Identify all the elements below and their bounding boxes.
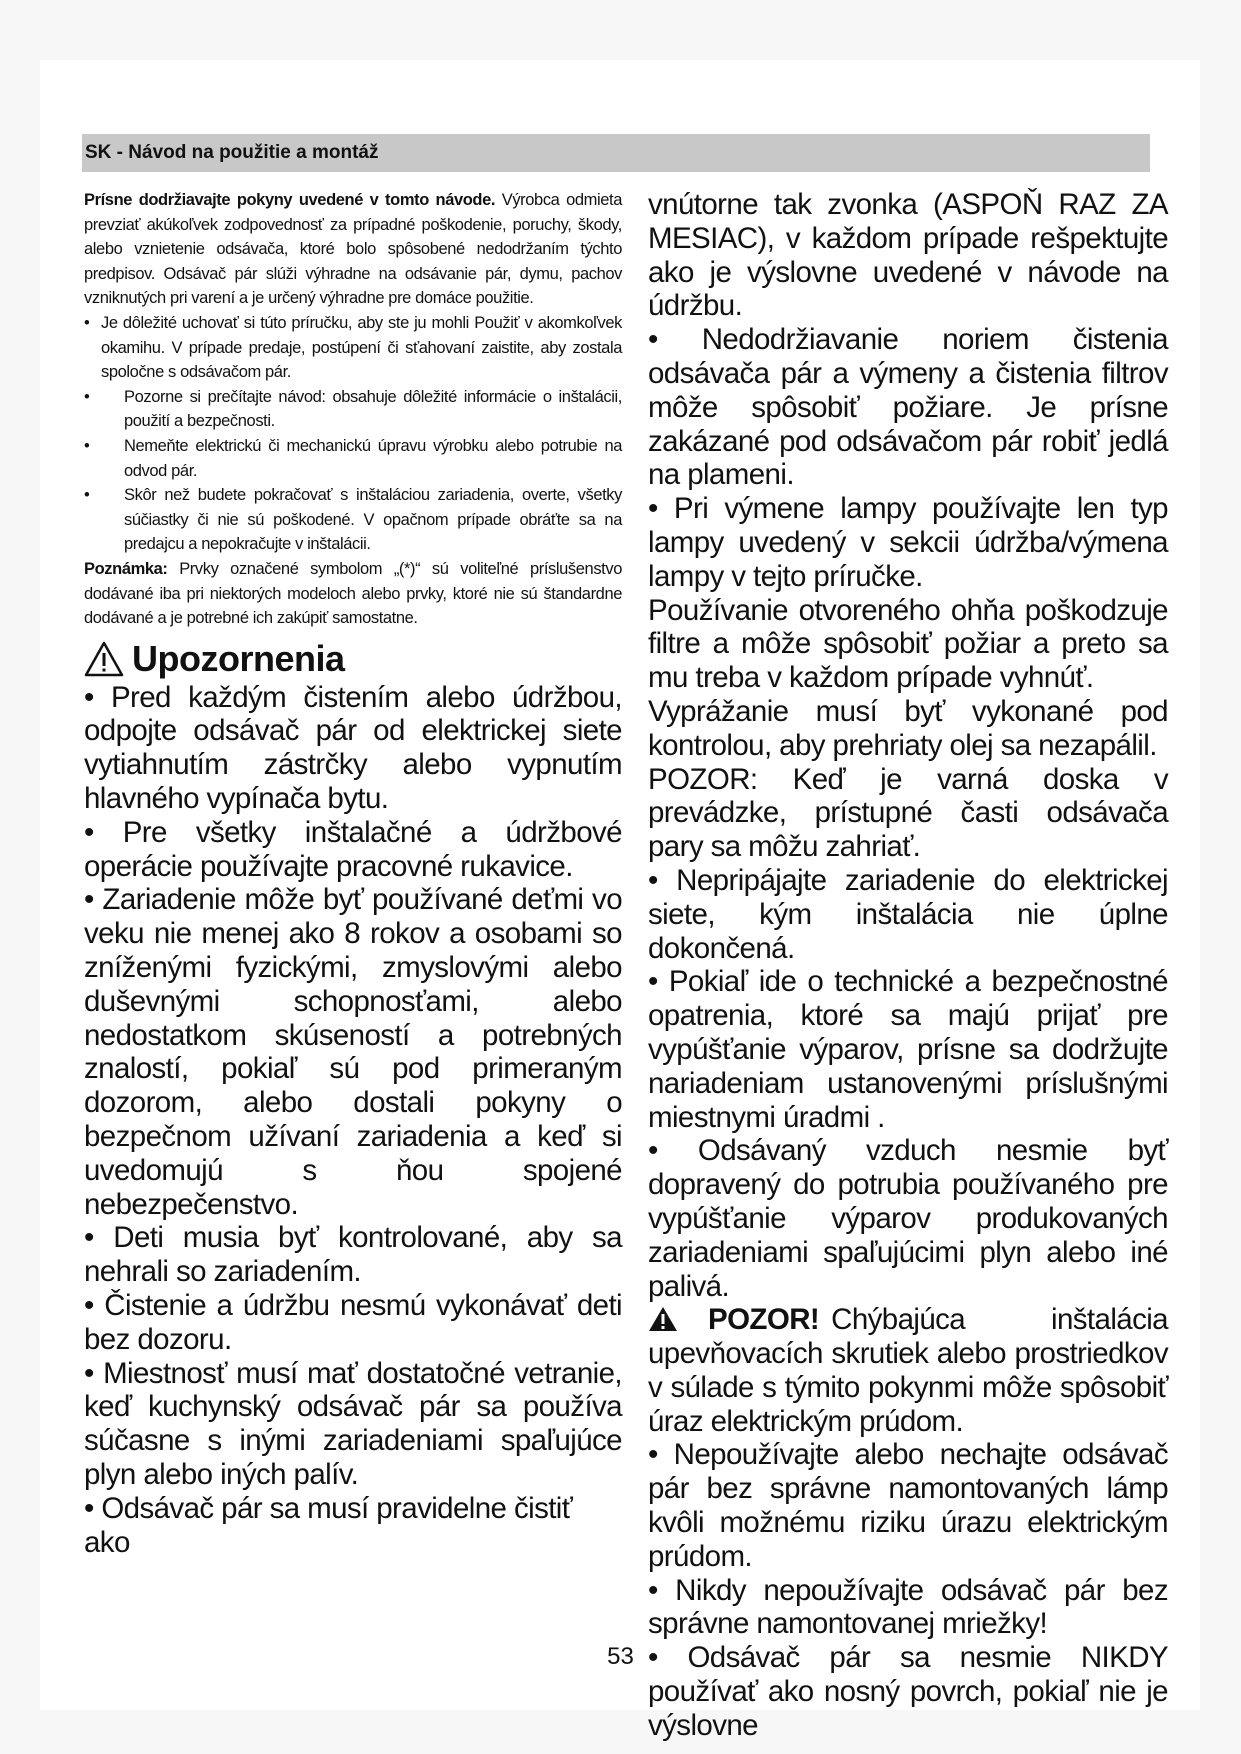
warning-paragraph: POZOR: Keď je varná doska v prevádzke, prístupné časti odsávača pary sa môžu zahriať.: [648, 762, 1168, 864]
section-header: SK - Návod na použitie a montáž: [82, 134, 1150, 172]
warnings-title: Upozornenia: [132, 637, 345, 679]
intro-lead: Prísne dodržiavajte pokyny uvedené v tomto návode.: [84, 191, 496, 209]
bullet-icon: •: [84, 436, 90, 455]
list-item: [84, 483, 622, 557]
warning-paragraph: Vyprážanie musí byť vykonané pod kontrolou, aby prehriaty olej sa nezapálil.: [648, 694, 1168, 762]
electric-hazard-icon: [648, 1306, 678, 1332]
warning-paragraph: • Pri výmene lampy používajte len typ lampy uvedený v sekcii údržba/výmena lampy v tejto príručke.: [648, 492, 1168, 593]
bullet-icon: •: [84, 486, 90, 505]
intro-bullets: [84, 311, 622, 557]
intro-text: Výrobca odmieta prevziať akúkoľvek zodpovednosť za prípadné poškodenie, poruchy, škody, alebo vznietenie odsávača, ktoré bolo spôsobené nedodržaním týchto predpisov. Odsávač pár slúži výhradne na odsávanie pár, dymu, pachov vzniknutých pri varení a je určený výhradne pre domáce použitie.: [84, 191, 623, 308]
warning-paragraph: • Odsávač pár sa nesmie NIKDY používať ako nosný povrch, pokiaľ nie je výslovne: [648, 1641, 1168, 1742]
warning-paragraph: • Pred každým čistením alebo údržbou, odpojte odsávač pár od elektrickej siete vytiahnutím zástrčky alebo vypnutím hlavného vypínača bytu.: [84, 680, 622, 816]
note-paragraph: [84, 557, 622, 631]
warning-paragraph: • Čistenie a údržbu nesmú vykonávať deti bez dozoru.: [84, 1289, 622, 1356]
list-item-text: Pozorne si prečítajte návod: obsahuje dôležité informácie o inštalácii, použití a bezpečnosti.: [124, 387, 622, 431]
pozor-paragraph: [648, 1303, 1168, 1438]
list-item: [84, 385, 622, 434]
page-number: 53: [607, 1643, 634, 1670]
warning-paragraph: • Miestnosť musí mať dostatočné vetranie, keď kuchynský odsávač pár sa používa súčasne s inými zariadeniami spaľujúce plyn alebo iných palív.: [84, 1356, 622, 1492]
list-item-text: Skôr než budete pokračovať s inštaláciou zariadenia, overte, všetky súčiastky či nie sú poškodené. V opačnom prípade obráťte sa na predajcu a nepokračujte v inštalácii.: [124, 486, 622, 554]
note-text: Prvky označené symbolom „(*)“ sú voliteľné príslušenstvo dodávané iba pri niektorých modeloch alebo prvky, ktoré nie sú štandardne dodávané a je potrebné ich zakúpiť samostatne.: [84, 559, 622, 628]
list-item: [84, 311, 622, 385]
bullet-icon: •: [84, 387, 90, 406]
warning-paragraph: • Nedodržiavanie noriem čistenia odsávača pár a výmeny a čistenia filtrov môže spôsobiť požiare. Je prísne zakázané pod odsávačom pár robiť jedlá na plameni.: [648, 323, 1168, 492]
warning-paragraph: • Odsávaný vzduch nesmie byť dopravený do potrubia používaného pre vypúšťanie výparov produkovaných zariadeniami spaľujúcimi plyn alebo iné palivá.: [648, 1134, 1168, 1303]
warnings-left-text: [84, 681, 622, 1560]
intro-block: [84, 188, 622, 631]
intro-paragraph: [84, 188, 622, 311]
left-column: [84, 188, 622, 1559]
right-column: [648, 188, 1168, 1743]
warning-paragraph: Používanie otvoreného ohňa poškodzuje filtre a môže spôsobiť požiar a preto sa mu treba v každom prípade vyhnúť.: [648, 593, 1168, 695]
list-item-text: Nemeňte elektrickú či mechanickú úpravu výrobku alebo potrubie na odvod pár.: [124, 436, 622, 480]
warning-paragraph: • Nikdy nepoužívajte odsávač pár bez správne namontovanej mriežky!: [648, 1573, 1168, 1641]
pozor-text: Chýbajúca inštalácia upevňovacích skrutiek alebo prostriedkov v súlade s týmito pokynmi môže spôsobiť úraz elektrickým prúdom.: [648, 1303, 1168, 1438]
warning-paragraph: • Zariadenie môže byť používané deťmi vo veku nie menej ako 8 rokov a osobami so zníženými fyzickými, zmyslovými alebo duševnými schopnosťami, alebo nedostatkom skúseností a potrebných znalostí, pokiaľ sú pod primeraným dozorom, alebo dostali pokyny o bezpečnom užívaní zariadenia a keď si uvedomujú s ňou spojené nebezpečenstvo.: [84, 883, 622, 1221]
warnings-right-text: [648, 188, 1168, 1743]
warning-paragraph: vnútorne tak zvonka (ASPOŇ RAZ ZA MESIAC), v každom prípade rešpektujte ako je výslovne uvedené v návode na údržbu.: [648, 188, 1168, 323]
pozor-label: POZOR!: [708, 1303, 820, 1337]
warning-paragraph: • Pokiaľ ide o technické a bezpečnostné opatrenia, ktoré sa majú prijať pre vypúšťanie výparov, prísne sa dodržujte nariadeniam ustanovenými príslušnými miestnymi úradmi .: [648, 965, 1168, 1134]
list-item-text: Je dôležité uchovať si túto príručku, aby ste ju mohli Použiť v akomkoľvek okamihu. V prípade predaje, postúpení či sťahovaní zaistite, aby zostala spoločne s odsávačom pár.: [101, 313, 622, 382]
list-item: [84, 434, 622, 483]
warnings-heading: [84, 637, 622, 681]
warning-paragraph: • Nepoužívajte alebo nechajte odsávač pár bez správne namontovaných lámp kvôli možnému riziku úrazu elektrickým prúdom.: [648, 1438, 1168, 1573]
bullet-icon: •: [84, 313, 90, 332]
warning-paragraph: • Nepripájajte zariadenie do elektrickej siete, kým inštalácia nie úplne dokončená.: [648, 863, 1168, 965]
note-label: Poznámka:: [84, 559, 168, 578]
warning-paragraph: • Odsávač pár sa musí pravidelne čistiť ako: [84, 1491, 573, 1559]
warning-triangle-icon: [84, 641, 124, 677]
warning-paragraph: • Deti musia byť kontrolované, aby sa nehrali so zariadením.: [84, 1221, 622, 1289]
warning-paragraph: • Pre všetky inštalačné a údržbové operácie používajte pracovné rukavice.: [84, 815, 622, 883]
